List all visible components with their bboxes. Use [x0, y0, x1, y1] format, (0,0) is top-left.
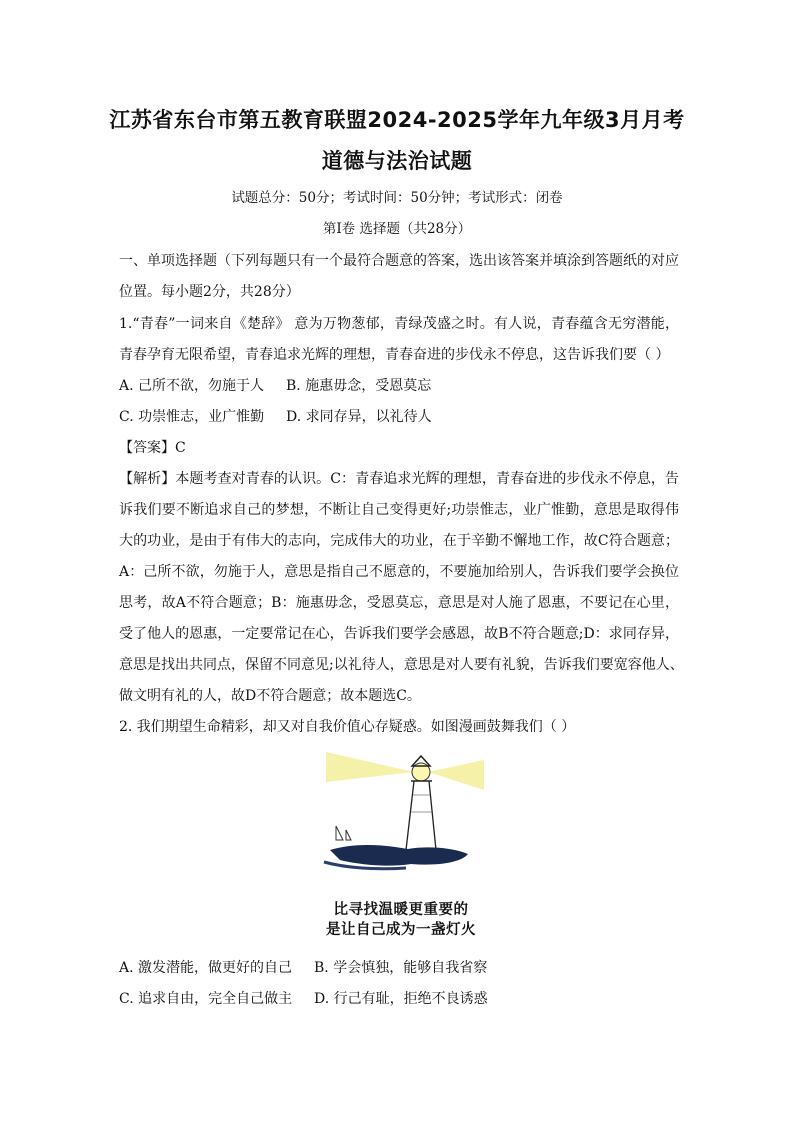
q1-analysis-line: 做文明有礼的人，故D不符合题意；故本题选C。 [119, 688, 421, 704]
exam-title-line1: 江苏省东台市第五教育联盟2024-2025学年九年级3月月考 [109, 108, 685, 132]
q1-analysis-line: 大的功业，是由于有伟大的志向，完成伟大的功业，在于辛勤不懈地工作，故C符合题意； [119, 533, 679, 549]
exam-info: 试题总分：50分；考试时间：50分钟；考试形式：闭卷 [231, 190, 563, 206]
q2-option-d: D. 行己有耻，拒绝不良诱惑 [314, 991, 488, 1007]
q1-answer: 【答案】C [119, 440, 186, 456]
q1-option-b: B. 施惠毋念，受恩莫忘 [286, 378, 432, 394]
section-instruction-line2: 位置。每小题2分，共28分） [119, 284, 300, 300]
light-beam-left [326, 752, 414, 782]
q1-stem-line1: 1.“青春”一词来自《楚辞》 意为万物葱郁，青绿茂盛之时。有人说，青春蕴含无穷潜能， [119, 316, 679, 332]
q1-analysis-line: 思考，故A不符合题意；B：施惠毋念，受恩莫忘，意思是对人施了恩惠，不要记在心里， [119, 595, 679, 611]
q2-option-a: A. 激发潜能，做更好的自己 [119, 960, 293, 976]
q1-stem-line2: 青春孕育无限希望，青春追求光辉的理想，青春奋进的步伐永不停息，这告诉我们要（ ） [119, 347, 670, 363]
q1-analysis-line: A：己所不欲，勿施于人，意思是指自己不愿意的，不要施加给别人，告诉我们要学会换位 [119, 564, 679, 580]
cartoon-caption-line2: 是让自己成为一盏灯火 [326, 922, 476, 938]
q2-stem: 2. 我们期望生命精彩，却又对自我价值心存疑惑。如图漫画鼓舞我们（ ） [119, 719, 576, 735]
q2-option-c: C. 追求自由，完全自己做主 [119, 991, 293, 1007]
volume-heading: 第Ⅰ卷 选择题（共28分） [322, 221, 472, 237]
sailboat-icon [346, 830, 351, 840]
section-instruction-line1: 一、单项选择题（下列每题只有一个最符合题意的答案，选出该答案并填涂到答题纸的对应 [119, 253, 679, 269]
q1-analysis-line: 【解析】本题考查对青春的认识。C：青春追求光辉的理想，青春奋进的步伐永不停息，告 [119, 471, 679, 487]
q1-analysis-line: 意思是找出共同点，保留不同意见;以礼待人，意思是对人要有礼貌，告诉我们要宽容他人、 [119, 657, 684, 673]
exam-title-line2: 道德与法治试题 [321, 149, 473, 173]
island-sea [330, 845, 468, 866]
cartoon-caption-line1: 比寻找温暖更重要的 [333, 902, 469, 918]
q1-analysis-line: 诉我们要不断追求自己的梦想，不断让自己变得更好;功崇惟志，业广惟勤，意思是取得伟 [119, 502, 679, 518]
lighthouse-tower-left [406, 781, 414, 850]
sailboat-icon [336, 826, 343, 840]
light-beam-right [428, 760, 484, 790]
lighthouse-tower-right [429, 781, 436, 850]
q1-option-c: C. 功崇惟志，业广惟勤 [119, 409, 265, 425]
q1-option-a: A. 己所不欲，勿施于人 [119, 378, 265, 394]
q2-option-b: B. 学会慎独，能够自我省察 [314, 960, 488, 976]
q1-option-d: D. 求同存异，以礼待人 [286, 409, 432, 425]
q1-analysis-line: 受了他人的恩惠，一定要常记在心，告诉我们要学会感恩，故B不符合题意;D：求同存异， [119, 626, 679, 642]
